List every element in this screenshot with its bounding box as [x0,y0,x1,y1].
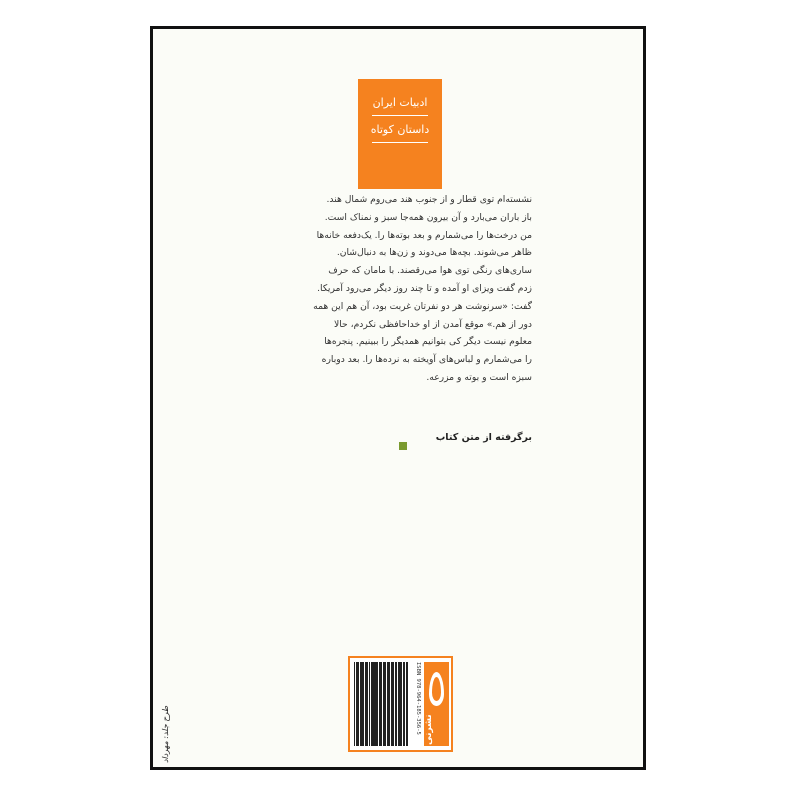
barcode-bar [354,662,355,746]
barcode-bar [396,662,397,746]
series-divider [372,115,428,116]
accent-square [399,442,407,450]
publisher-name: نشرنی [424,714,434,746]
barcode-bar [393,662,394,746]
book-back-cover [150,26,646,770]
excerpt-line: نشسته‌ام توی قطار و از جنوب هند می‌روم شمال هند. [326,194,532,205]
leaf-inner-icon [432,677,441,701]
barcode-bar [381,662,382,746]
excerpt-line: سبزه است و بوته و مزرعه. [426,371,532,383]
excerpt-source: برگرفته از متن کتاب [435,432,532,443]
series-divider [372,142,428,143]
excerpt-line: ظاهر می‌شوند. بچه‌ها می‌دوند و زن‌ها به دنبال‌شان. [336,247,532,259]
barcode-panel [348,656,453,752]
excerpt-line: معلوم نیست دیگر کی بتوانیم همدیگر را ببینیم. پنجره‌ها [324,336,532,348]
excerpt-line: باز باران می‌بارد و آن بیرون همه‌جا سبز و نمناک است. [324,211,532,223]
series-title: ادبیات ایران [372,96,428,109]
isbn-text: ISBN 978-964-185-356-5 [415,662,421,735]
designer-signature: طرح جلد: مهرداد [161,705,170,763]
barcode-bar [369,662,370,746]
publisher-logo [424,662,449,746]
excerpt-line: زدم گفت ویزای او آمده و تا چند روز دیگر می‌رود آمریکا. [317,282,532,294]
excerpt-line: را می‌شمارم و لباس‌های آویخته به نرده‌ها را. بعد دوباره [321,354,532,366]
barcode [354,662,408,746]
excerpt-line: ساری‌های رنگی توی هوا می‌رقصند. با مامان که حرف [328,265,532,277]
barcode-bar [362,662,364,746]
excerpt-line: گفت: «سرنوشت هر دو نفرتان غربت بود، آن هم این همه [313,300,532,312]
series-subtitle: داستان کوتاه [370,123,430,136]
series-label-box [358,79,442,189]
excerpt-line: دور از هم.» موقع آمدن از او خداحافظی نکردم، حالا [334,318,532,330]
excerpt-line: من درخت‌ها را می‌شمارم و بعد بوته‌ها را. یک‌دفعه خانه‌ها [316,229,532,241]
barcode-bar [407,662,408,746]
barcode-bar [374,662,375,746]
book-excerpt [278,191,532,387]
